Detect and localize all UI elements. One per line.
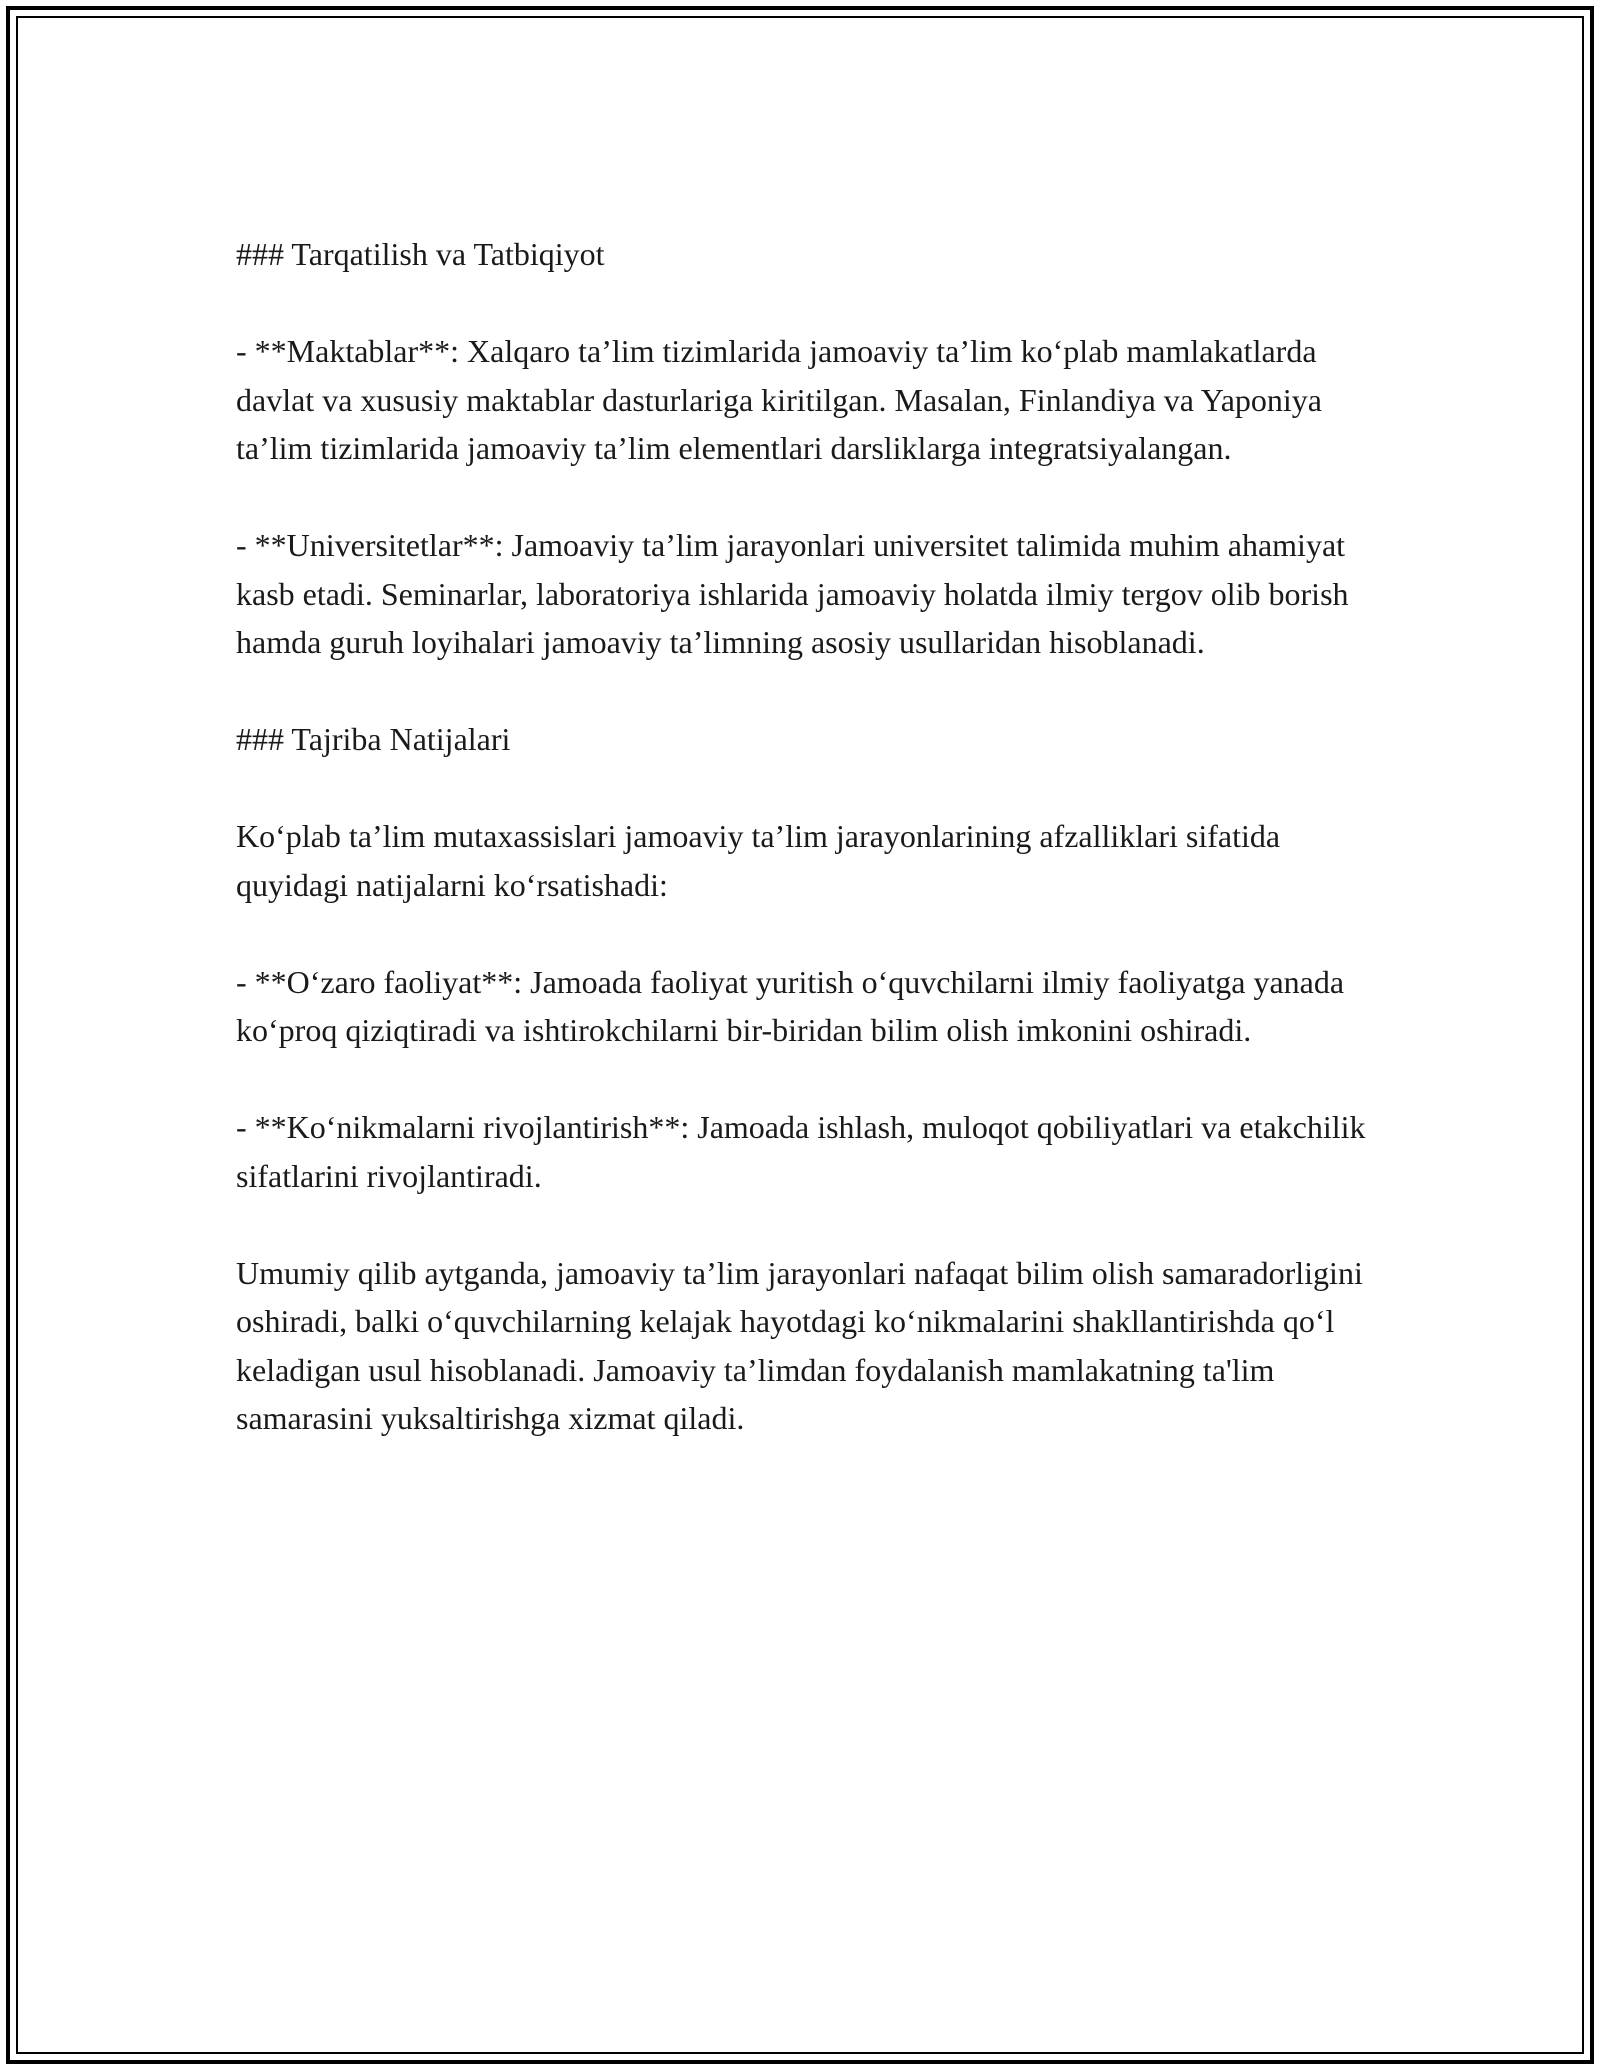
section-heading-distribution: ### Tarqatilish va Tatbiqiyot xyxy=(236,236,605,272)
intro-paragraph: Ko‘plab ta’lim mutaxassislari jamoaviy ta’lim jarayonlarining afzalliklari sifatida quyidagi natijalarni ko‘rsatishadi: xyxy=(236,818,1281,903)
bullet-interaction: - **O‘zaro faoliyat**: Jamoada faoliyat yuritish o‘quvchilarni ilmiy faoliyatga yanada ko‘proq qiziqtiradi va ishtirokchilarni bir-biridan bilim olish imkonini oshiradi. xyxy=(236,963,1345,1048)
bullet-schools: - **Maktablar**: Xalqaro ta’lim tizimlarida jamoaviy ta’lim ko‘plab mamlakatlarda davlat va xususiy maktablar dasturlariga kiritilgan. Masalan, Finlandiya va Yaponiya ta’lim tizimlarida jamoaviy ta’lim elementlari darsliklarga integratsiyalangan. xyxy=(236,333,1322,466)
conclusion-paragraph: Umumiy qilib aytganda, jamoaviy ta’lim jarayonlari nafaqat bilim olish samaradorligini oshiradi, balki o‘quvchilarning kelajak hayotdagi ko‘nikmalarini shakllantirishda qo‘l keladigan usul hisoblanadi. Jamoaviy ta’limdan foydalanish mamlakatning ta'lim samarasini yuksaltirishga xizmat qiladi. xyxy=(236,1254,1363,1436)
document-body xyxy=(236,230,1376,1443)
bullet-universities: - **Universitetlar**: Jamoaviy ta’lim jarayonlari universitet talimida muhim ahamiyat kasb etadi. Seminarlar, laboratoriya ishlarida jamoaviy holatda ilmiy tergov olib borish hamda guruh loyihalari jamoaviy ta’limning asosiy usullaridan hisoblanadi. xyxy=(236,527,1349,660)
section-heading-results: ### Tajriba Natijalari xyxy=(236,721,511,757)
bullet-skills: - **Ko‘nikmalarni rivojlantirish**: Jamoada ishlash, muloqot qobiliyatlari va etakchilik sifatlarini rivojlantiradi. xyxy=(236,1109,1366,1194)
